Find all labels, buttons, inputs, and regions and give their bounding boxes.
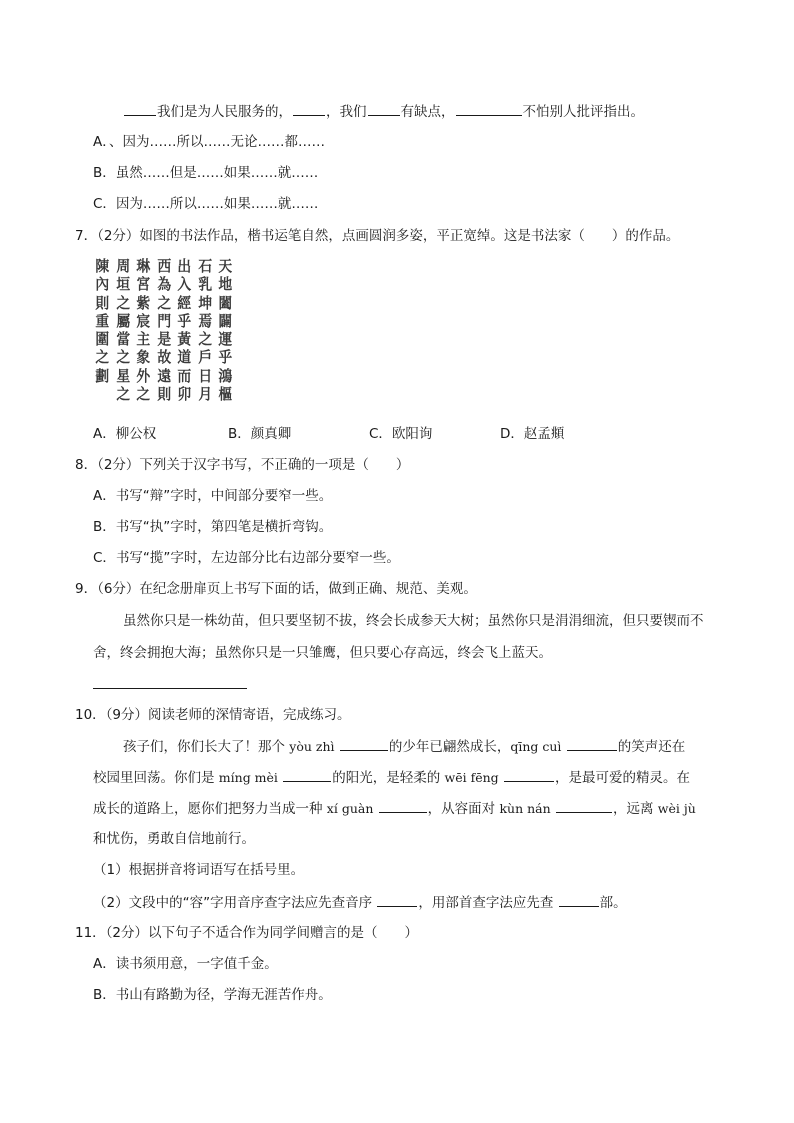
calligraphy-glyph: 屬: [115, 311, 130, 330]
calligraphy-glyph: 卯: [177, 385, 192, 404]
q7-option-d[interactable]: D．赵孟頫: [500, 426, 565, 442]
calligraphy-glyph: 主: [136, 330, 151, 349]
calligraphy-glyph: 石: [198, 257, 213, 275]
calligraphy-glyph: 經: [177, 293, 192, 312]
q9-passage-line: 虽然你只是一株幼苗，但只要坚韧不拔，终会长成参天大树；虽然你只是涓涓细流，但只要锲而不: [123, 613, 704, 629]
q9-answer-line[interactable]: [93, 688, 247, 689]
answer-blank[interactable]: [340, 737, 388, 751]
calligraphy-glyph: 遠: [157, 366, 171, 385]
q8-stem: 8．（2分）下列关于汉字书写，不正确的一项是（ ）: [75, 457, 410, 473]
q11-option-a[interactable]: A．读书须用意，一字值千金。: [93, 956, 278, 972]
calligraphy-glyph: 圍: [95, 330, 110, 349]
pinyin: xí guàn: [326, 801, 374, 816]
calligraphy-glyph: 琳: [136, 257, 151, 275]
q11-option-b[interactable]: B．书山有路勤为径，学海无涯苦作舟。: [93, 987, 332, 1003]
calligraphy-glyph: 之: [157, 293, 171, 312]
calligraphy-column: [217, 257, 234, 407]
q7-option-a[interactable]: A．柳公权: [93, 426, 157, 442]
calligraphy-glyph: 乎: [218, 348, 233, 367]
q6-option-b[interactable]: B．虽然……但是……如果……就……: [93, 165, 319, 181]
q10-passage-line: 校园里回荡。你们是 míng mèi 的阳光，是轻柔的 wēi fēng ，是最可爱的精灵。在: [93, 770, 690, 786]
calligraphy-glyph: 天: [218, 257, 233, 275]
answer-blank[interactable]: [124, 102, 156, 116]
calligraphy-glyph: 宮: [136, 275, 151, 294]
q6-option-c[interactable]: C．因为……所以……如果……就……: [93, 196, 319, 212]
q10-sub2: （2）文段中的“容”字用音序查字法应先查音序 ，用部首查字法应先查 部。: [93, 895, 627, 911]
calligraphy-glyph: 是: [157, 330, 171, 349]
q7-option-c[interactable]: C．欧阳询: [369, 426, 433, 442]
q6-stem: 我们是为人民服务的， ，我们 有缺点， 不怕别人批评指出。: [123, 102, 644, 121]
answer-blank[interactable]: [504, 768, 554, 782]
q10-stem: 10．（9分）阅读老师的深情寄语，完成练习。: [75, 707, 351, 723]
calligraphy-glyph: 之: [136, 385, 151, 404]
calligraphy-glyph: 當: [115, 330, 130, 349]
calligraphy-glyph: 周: [115, 257, 130, 275]
q8-option-c[interactable]: C．书写“揽”字时，左边部分比右边部分要窄一些。: [93, 550, 400, 566]
calligraphy-glyph: 西: [157, 257, 171, 275]
calligraphy-glyph: 垣: [115, 275, 130, 294]
calligraphy-glyph: 出: [177, 257, 192, 275]
calligraphy-glyph: 象: [136, 348, 151, 367]
calligraphy-column: [176, 257, 193, 407]
calligraphy-column: [94, 257, 111, 407]
calligraphy-glyph: 闢: [218, 311, 233, 330]
calligraphy-glyph: 星: [115, 366, 130, 385]
answer-blank[interactable]: [456, 102, 522, 116]
q11-stem: 11．（2分）以下句子不适合作为同学间赠言的是（ ）: [75, 925, 419, 941]
calligraphy-glyph: 月: [198, 385, 213, 404]
pinyin: kùn nán: [499, 801, 551, 816]
calligraphy-glyph: 焉: [198, 311, 213, 330]
q10-sub1: （1）根据拼音将词语写在括号里。: [93, 862, 305, 878]
calligraphy-glyph: 乎: [177, 311, 192, 330]
answer-blank[interactable]: [559, 893, 599, 907]
calligraphy-glyph: 門: [157, 311, 171, 330]
answer-blank[interactable]: [556, 799, 612, 813]
calligraphy-glyph: 陳: [95, 257, 110, 275]
calligraphy-glyph: 而: [177, 366, 192, 385]
pinyin: yòu zhì: [289, 739, 335, 754]
calligraphy-glyph: 乳: [198, 275, 213, 294]
pinyin: qīng cuì: [510, 739, 562, 754]
calligraphy-glyph: 之: [198, 330, 213, 349]
calligraphy-glyph: 戶: [198, 348, 213, 367]
calligraphy-glyph: 故: [157, 348, 171, 367]
calligraphy-glyph: 運: [218, 330, 233, 349]
answer-blank[interactable]: [293, 102, 325, 116]
pinyin: míng mèi: [218, 770, 278, 785]
calligraphy-glyph: 之: [115, 348, 130, 367]
calligraphy-glyph: 之: [115, 293, 130, 312]
q6-option-a[interactable]: A．、因为……所以……无论……都……: [93, 134, 325, 150]
calligraphy-glyph: 劃: [95, 366, 110, 385]
answer-blank[interactable]: [283, 768, 331, 782]
q9-stem: 9．（6分）在纪念册扉页上书写下面的话，做到正确、规范、美观。: [75, 581, 477, 597]
answer-blank[interactable]: [377, 893, 417, 907]
calligraphy-glyph: 道: [177, 348, 192, 367]
calligraphy-glyph: 之: [115, 385, 130, 404]
calligraphy-glyph: 重: [95, 311, 110, 330]
q10-passage-line: 孩子们，你们长大了！那个 yòu zhì 的少年已翩然成长，qīng cuì 的笑声还在: [123, 739, 686, 755]
calligraphy-glyph: 日: [198, 366, 213, 385]
calligraphy-glyph: 地: [218, 275, 233, 294]
calligraphy-glyph: 外: [136, 366, 151, 385]
calligraphy-glyph: 鴻: [218, 366, 233, 385]
q7-option-b[interactable]: B．颜真卿: [228, 426, 292, 442]
calligraphy-glyph: 紫: [136, 293, 151, 312]
calligraphy-glyph: 入: [177, 275, 192, 294]
calligraphy-glyph: 坤: [198, 293, 213, 312]
calligraphy-column: [156, 257, 173, 407]
q10-passage-line: 成长的道路上，愿你们把努力当成一种 xí guàn ，从容面对 kùn nán ，远离 wèi jù: [93, 801, 696, 817]
calligraphy-image: [94, 257, 234, 407]
calligraphy-glyph: 闔: [218, 293, 233, 312]
calligraphy-column: [197, 257, 214, 407]
pinyin: wèi jù: [657, 801, 696, 816]
answer-blank[interactable]: [567, 737, 617, 751]
q9-passage-line: 舍，终会拥抱大海；虽然你只是一只雏鹰，但只要心存高远，终会飞上蓝天。: [93, 645, 552, 661]
q10-passage-line: 和忧伤，勇敢自信地前行。: [93, 831, 255, 847]
q7-stem: 7．（2分）如图的书法作品，楷书运笔自然，点画圆润多姿，平正宽绰。这是书法家（ ）的作品。: [75, 228, 680, 244]
q8-option-a[interactable]: A．书写“辩”字时，中间部分要窄一些。: [93, 488, 333, 504]
calligraphy-glyph: 黃: [177, 330, 192, 349]
calligraphy-column: [115, 257, 132, 407]
answer-blank[interactable]: [379, 799, 427, 813]
calligraphy-glyph: 之: [95, 348, 110, 367]
calligraphy-glyph: 內: [95, 275, 110, 294]
pinyin: wēi fēng: [444, 770, 499, 785]
calligraphy-column: [135, 257, 152, 407]
calligraphy-glyph: 樞: [218, 385, 233, 404]
answer-blank[interactable]: [368, 102, 400, 116]
calligraphy-glyph: 為: [157, 275, 171, 294]
q8-option-b[interactable]: B．书写“执”字时，第四笔是横折弯钩。: [93, 519, 333, 535]
calligraphy-glyph: 則: [157, 385, 171, 404]
calligraphy-glyph: 則: [95, 293, 110, 312]
calligraphy-glyph: 宸: [136, 311, 151, 330]
